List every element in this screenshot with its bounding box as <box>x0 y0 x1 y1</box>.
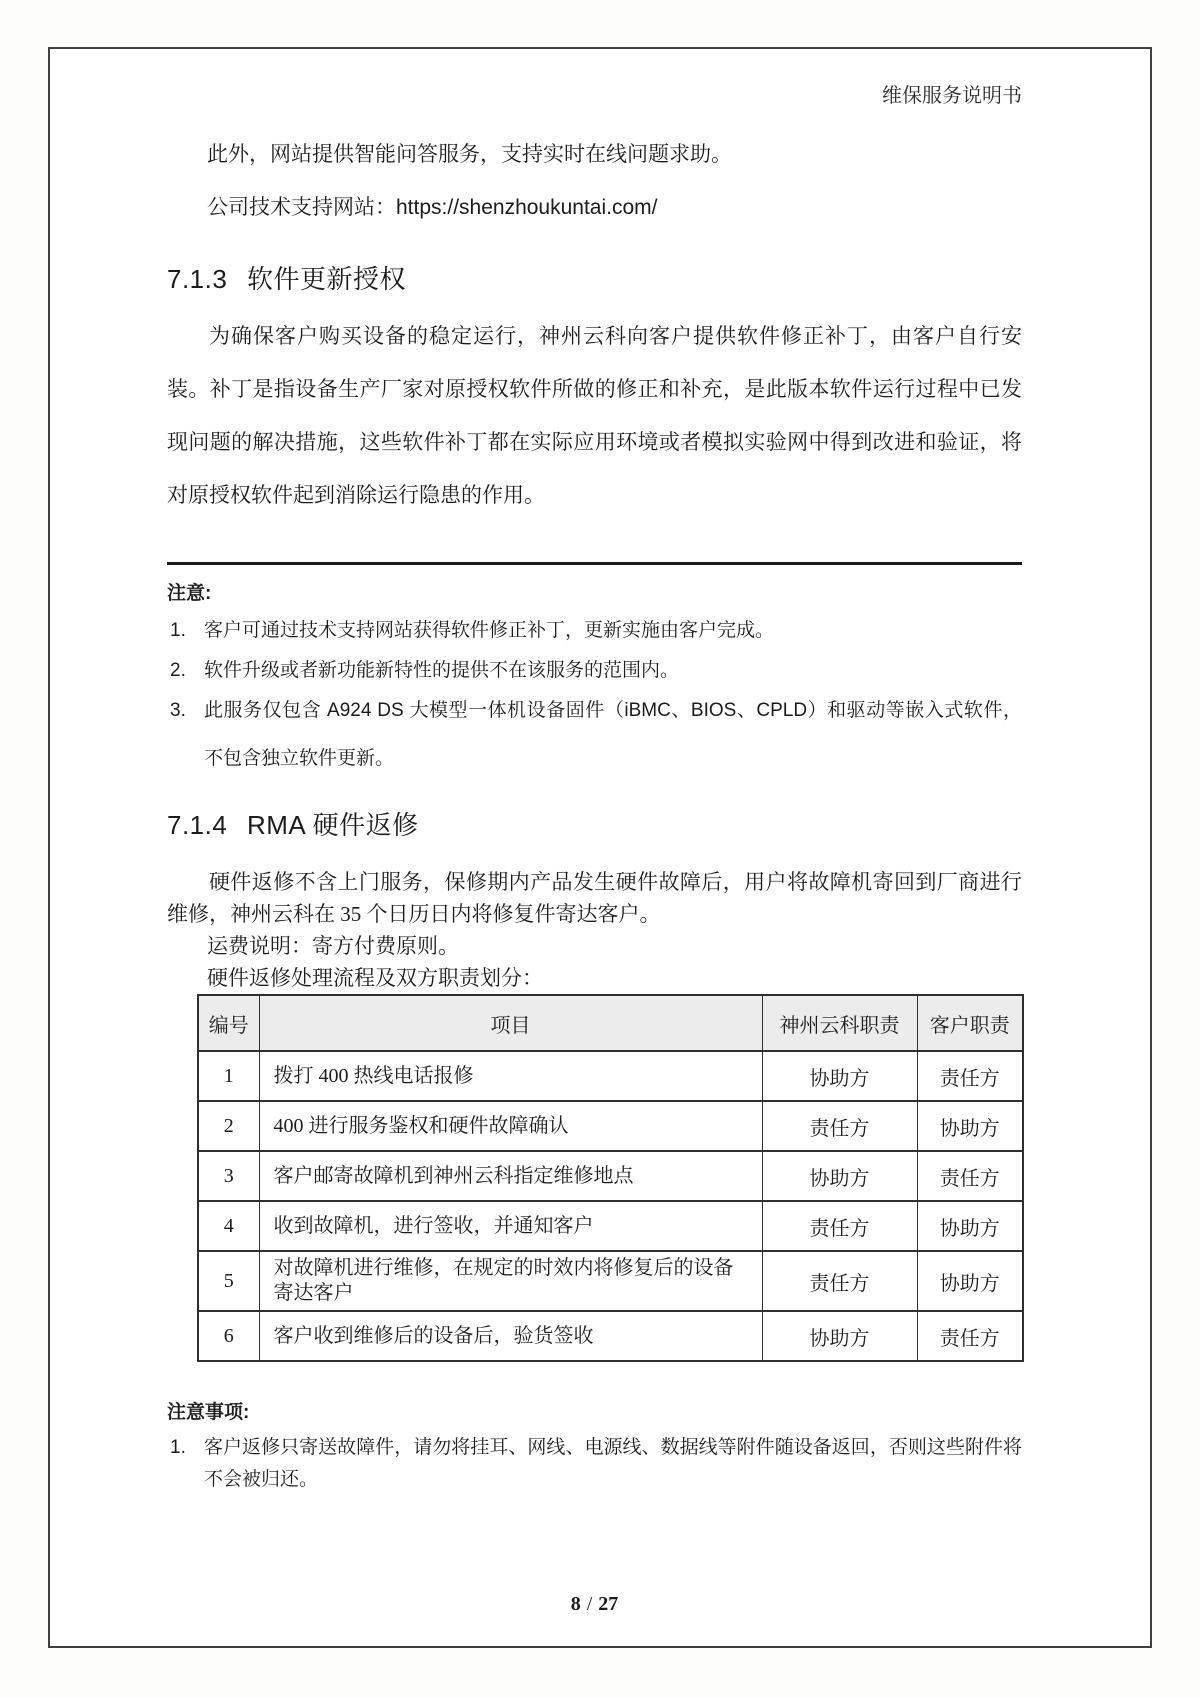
page-number-total: 27 <box>598 1593 619 1615</box>
table-header-row <box>198 995 1023 1051</box>
section-title: 软件更新授权 <box>247 264 407 294</box>
table-cell-number: 1 <box>198 1051 259 1101</box>
table-cell-number: 6 <box>198 1311 259 1361</box>
table-cell-vendor-role: 责任方 <box>762 1101 917 1151</box>
table-cell-number: 4 <box>198 1201 259 1251</box>
table-cell-item: 400 进行服务鉴权和硬件故障确认 <box>259 1101 762 1151</box>
section-7-1-3-body: 为确保客户购买设备的稳定运行，神州云科向客户提供软件修正补丁，由客户自行安装。补丁是指设备生产厂家对原授权软件所做的修正和补充，是此版本软件运行过程中已发现问题的解决措施，这些软件补丁都在实际应用环境或者模拟实验网中得到改进和验证，将对原授权软件起到消除运行隐患的作用。 <box>167 325 1022 507</box>
table-header-cell: 编号 <box>198 995 259 1051</box>
table-header-cell: 神州云科职责 <box>762 995 917 1051</box>
notice-item-text: 客户返修只寄送故障件，请勿将挂耳、网线、电源线、数据线等附件随设备返回，否则这些附件将不会被归还。 <box>204 1437 1022 1490</box>
table-cell-customer-role: 协助方 <box>917 1101 1023 1151</box>
table-cell-number: 5 <box>198 1251 259 1311</box>
section-7-1-4-paragraph-1: 硬件返修不含上门服务，保修期内产品发生硬件故障后，用户将故障机寄回到厂商进行维修，神州云科在 35 个日历日内将修复件寄达客户。 <box>167 870 1022 926</box>
table-cell-customer-role: 责任方 <box>917 1051 1023 1101</box>
page-header-title: 维保服务说明书 <box>882 85 1022 107</box>
table-cell-number: 2 <box>198 1101 259 1151</box>
rma-responsibility-table <box>197 994 1024 1362</box>
table-row <box>198 1101 1023 1151</box>
note-label: 注意: <box>167 583 212 604</box>
section-7-1-4-paragraph-3: 硬件返修处理流程及双方职责划分： <box>207 966 543 990</box>
notice-label: 注意事项: <box>167 1402 250 1423</box>
horizontal-rule <box>167 562 1022 565</box>
table-cell-number: 3 <box>198 1151 259 1201</box>
note-item-number: 3. <box>170 700 186 721</box>
table-cell-customer-role: 责任方 <box>917 1151 1023 1201</box>
section-title: RMA 硬件返修 <box>247 810 419 840</box>
notes-list <box>167 607 1022 783</box>
table-cell-customer-role: 责任方 <box>917 1311 1023 1361</box>
note-item <box>167 687 1022 783</box>
page-content <box>50 85 1150 1616</box>
section-heading-7-1-4 <box>167 810 1022 840</box>
notices-list <box>167 1432 1022 1496</box>
note-item-text: 软件升级或者新功能新特性的提供不在该服务的范围内。 <box>204 660 680 681</box>
table-cell-item: 客户邮寄故障机到神州云科指定维修地点 <box>259 1151 762 1201</box>
table-row <box>198 1051 1023 1101</box>
notice-item <box>167 1432 1022 1496</box>
notice-item-number: 1. <box>170 1437 186 1458</box>
table-row <box>198 1151 1023 1201</box>
table-cell-customer-role: 协助方 <box>917 1251 1023 1311</box>
page-number-separator: / <box>586 1593 593 1615</box>
table-row <box>198 1311 1023 1361</box>
page-border <box>48 47 1152 1648</box>
table-cell-item: 对故障机进行维修，在规定的时效内将修复后的设备寄达客户 <box>259 1251 762 1311</box>
table-cell-customer-role: 协助方 <box>917 1201 1023 1251</box>
table-cell-item: 客户收到维修后的设备后，验货签收 <box>259 1311 762 1361</box>
page-footer <box>167 1592 1022 1616</box>
table-row <box>198 1251 1023 1311</box>
section-number: 7.1.4 <box>167 810 228 840</box>
table-header-cell: 项目 <box>259 995 762 1051</box>
section-number: 7.1.3 <box>167 264 228 294</box>
table-header-cell: 客户职责 <box>917 995 1023 1051</box>
note-item-text: 客户可通过技术支持网站获得软件修正补丁，更新实施由客户完成。 <box>204 620 775 641</box>
section-7-1-4-paragraph-2: 运费说明：寄方付费原则。 <box>207 934 459 958</box>
note-item-number: 1. <box>170 620 186 641</box>
table-cell-vendor-role: 责任方 <box>762 1251 917 1311</box>
table-cell-vendor-role: 协助方 <box>762 1051 917 1101</box>
table-cell-item: 收到故障机，进行签收，并通知客户 <box>259 1201 762 1251</box>
table-row <box>198 1201 1023 1251</box>
page-number-current: 8 <box>570 1593 581 1615</box>
section-heading-7-1-3 <box>167 264 1022 294</box>
table-cell-item: 拨打 400 热线电话报修 <box>259 1051 762 1101</box>
intro-paragraph-1: 此外，网站提供智能问答服务，支持实时在线问题求助。 <box>207 143 732 166</box>
table-cell-vendor-role: 协助方 <box>762 1311 917 1361</box>
note-item-number: 2. <box>170 660 186 681</box>
table-cell-vendor-role: 协助方 <box>762 1151 917 1201</box>
intro-paragraph-2: 公司技术支持网站：https://shenzhoukuntai.com/ <box>207 196 658 219</box>
table-cell-vendor-role: 责任方 <box>762 1201 917 1251</box>
note-item-text: 此服务仅包含 A924 DS 大模型一体机设备固件（iBMC、BIOS、CPLD）和驱动等嵌入式软件，不包含独立软件更新。 <box>204 700 1022 769</box>
